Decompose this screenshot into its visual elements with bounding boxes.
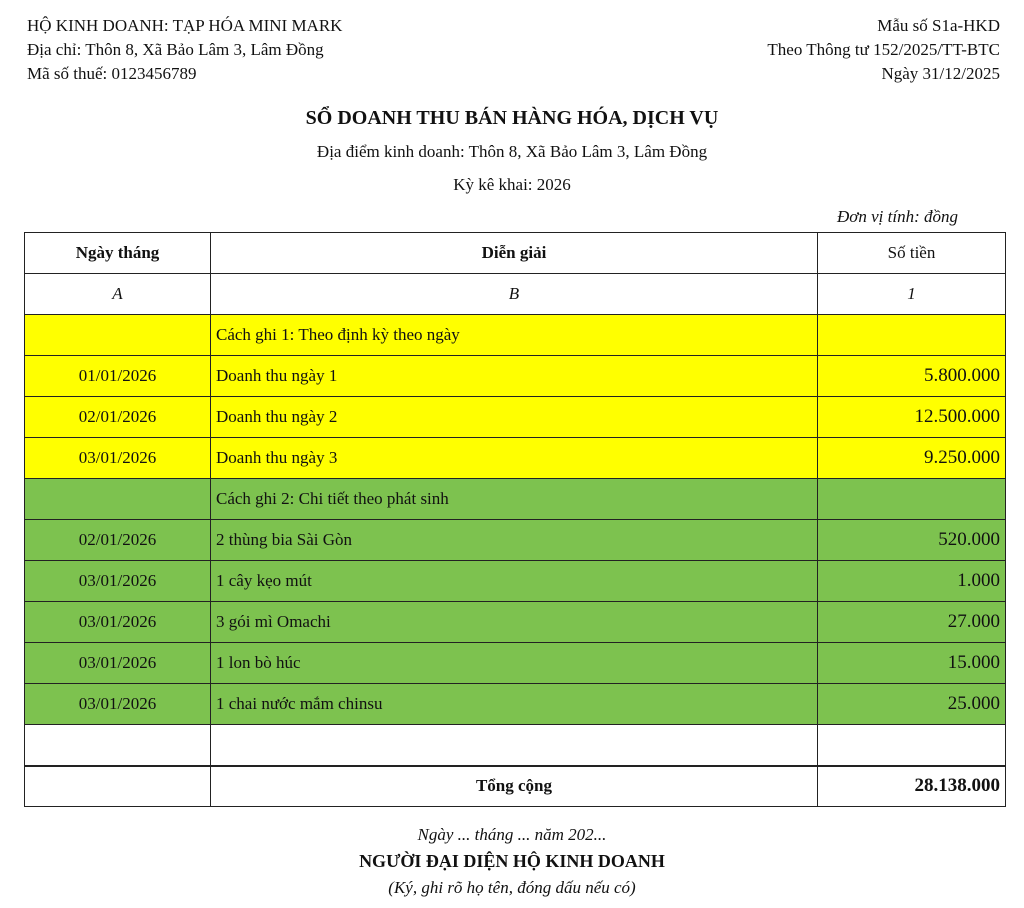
row-date: 03/01/2026 bbox=[25, 684, 211, 725]
empty-row bbox=[25, 725, 1006, 766]
signature-date-line: Ngày ... tháng ... năm 202... bbox=[417, 825, 607, 844]
currency-unit: Đơn vị tính: đồng bbox=[837, 207, 958, 226]
empty-cell bbox=[25, 315, 211, 356]
row-date: 03/01/2026 bbox=[25, 561, 211, 602]
form-info bbox=[767, 14, 1000, 86]
table-row bbox=[25, 561, 1006, 602]
row-amount: 9.250.000 bbox=[818, 438, 1006, 479]
table-row bbox=[25, 397, 1006, 438]
row-description: 3 gói mì Omachi bbox=[211, 602, 818, 643]
empty-cell bbox=[25, 479, 211, 520]
row-date: 01/01/2026 bbox=[25, 356, 211, 397]
column-code-row bbox=[25, 274, 1006, 315]
signer-title: NGƯỜI ĐẠI DIỆN HỘ KINH DOANH bbox=[359, 851, 665, 871]
row-description: 1 lon bò húc bbox=[211, 643, 818, 684]
empty-cell bbox=[818, 725, 1006, 766]
declaration-period: Kỳ kê khai: 2026 bbox=[453, 175, 571, 194]
section-2-label-row bbox=[25, 479, 1006, 520]
row-description: 1 cây kẹo mút bbox=[211, 561, 818, 602]
code-description: B bbox=[211, 274, 818, 315]
row-description: 2 thùng bia Sài Gòn bbox=[211, 520, 818, 561]
table-row bbox=[25, 602, 1006, 643]
total-row bbox=[25, 766, 1006, 807]
row-date: 02/01/2026 bbox=[25, 520, 211, 561]
business-info bbox=[27, 14, 342, 86]
row-description: Doanh thu ngày 2 bbox=[211, 397, 818, 438]
total-label: Tổng cộng bbox=[211, 766, 818, 807]
row-amount: 15.000 bbox=[818, 643, 1006, 684]
table-row bbox=[25, 520, 1006, 561]
page-title: SỔ DOANH THU BÁN HÀNG HÓA, DỊCH VỤ bbox=[305, 107, 719, 129]
revenue-ledger-table bbox=[24, 232, 1006, 807]
business-address: Địa chỉ: Thôn 8, Xã Bảo Lâm 3, Lâm Đồng bbox=[27, 40, 324, 59]
row-description: Doanh thu ngày 3 bbox=[211, 438, 818, 479]
row-description: 1 chai nước mắm chinsu bbox=[211, 684, 818, 725]
table-row bbox=[25, 438, 1006, 479]
header-amount: Số tiền bbox=[818, 233, 1006, 274]
section-2-label: Cách ghi 2: Chi tiết theo phát sinh bbox=[211, 479, 818, 520]
circular-reference: Theo Thông tư 152/2025/TT-BTC bbox=[767, 40, 1000, 59]
tax-code: Mã số thuế: 0123456789 bbox=[27, 64, 197, 83]
section-1-label: Cách ghi 1: Theo định kỳ theo ngày bbox=[211, 315, 818, 356]
row-amount: 25.000 bbox=[818, 684, 1006, 725]
row-amount: 27.000 bbox=[818, 602, 1006, 643]
row-amount: 5.800.000 bbox=[818, 356, 1006, 397]
row-date: 02/01/2026 bbox=[25, 397, 211, 438]
code-amount: 1 bbox=[818, 274, 1006, 315]
empty-cell bbox=[818, 315, 1006, 356]
total-amount: 28.138.000 bbox=[818, 766, 1006, 807]
table-header-row bbox=[25, 233, 1006, 274]
row-description: Doanh thu ngày 1 bbox=[211, 356, 818, 397]
table-row bbox=[25, 684, 1006, 725]
signature-note: (Ký, ghi rõ họ tên, đóng dấu nếu có) bbox=[388, 878, 636, 897]
empty-cell bbox=[25, 725, 211, 766]
row-amount: 1.000 bbox=[818, 561, 1006, 602]
code-date: A bbox=[25, 274, 211, 315]
row-amount: 12.500.000 bbox=[818, 397, 1006, 438]
empty-cell bbox=[818, 479, 1006, 520]
form-number: Mẫu số S1a-HKD bbox=[877, 16, 1000, 35]
row-date: 03/01/2026 bbox=[25, 602, 211, 643]
row-amount: 520.000 bbox=[818, 520, 1006, 561]
row-date: 03/01/2026 bbox=[25, 643, 211, 684]
business-name: HỘ KINH DOANH: TẠP HÓA MINI MARK bbox=[27, 16, 343, 35]
business-location: Địa điểm kinh doanh: Thôn 8, Xã Bảo Lâm 3, Lâm Đồng bbox=[316, 142, 708, 161]
table-row bbox=[25, 643, 1006, 684]
table-row bbox=[25, 356, 1006, 397]
row-date: 03/01/2026 bbox=[25, 438, 211, 479]
header-date: Ngày tháng bbox=[25, 233, 211, 274]
section-1-label-row bbox=[25, 315, 1006, 356]
empty-cell bbox=[211, 725, 818, 766]
header-description: Diễn giải bbox=[211, 233, 818, 274]
empty-cell bbox=[25, 766, 211, 807]
form-date: Ngày 31/12/2025 bbox=[881, 64, 1000, 83]
